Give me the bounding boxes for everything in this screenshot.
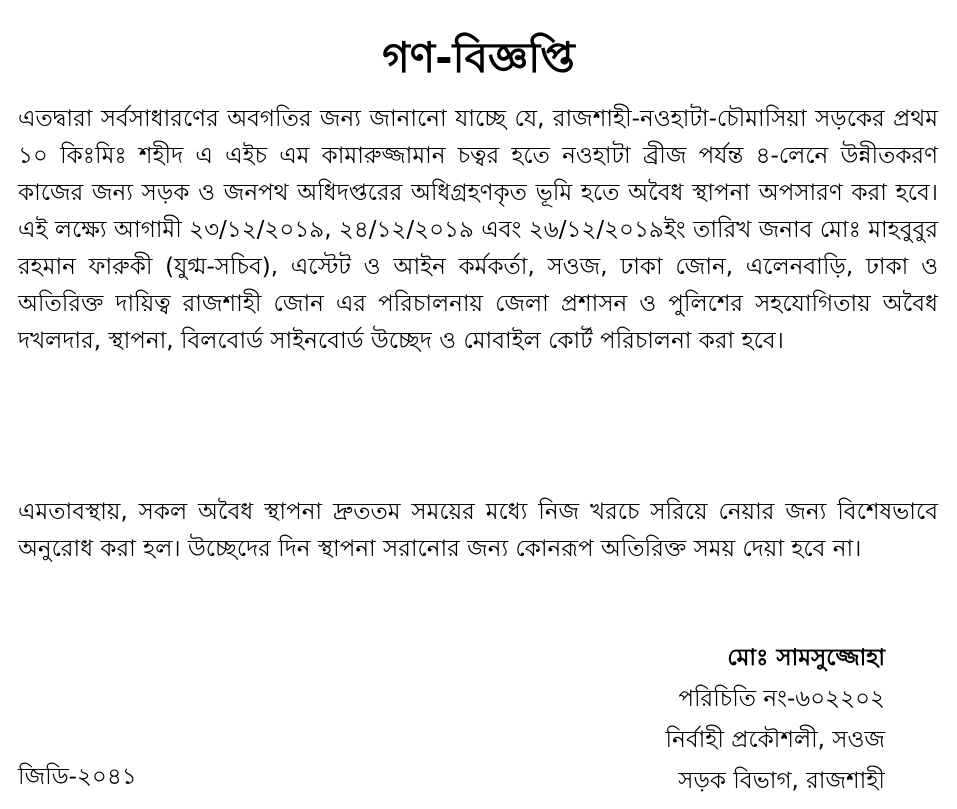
notice-title: গণ-বিজ্ঞপ্তি <box>382 33 575 82</box>
signature-block <box>666 638 885 802</box>
signatory-id: পরিচিতি নং-৬০২২০২ <box>678 686 885 712</box>
signatory-designation: নির্বাহী প্রকৌশলী, সওজ <box>665 727 885 753</box>
notice-paragraph-2: এমতাবস্থায়, সকল অবৈধ স্থাপনা দ্রুততম সময়ের মধ্যে নিজ খরচে সরিয়ে নেয়ার জন্য বিশেষভাবে অনুরোধ করা হল। উচ্ছেদের দিন স্থাপনা সরানোর জন্য কোনরূপ অতিরিক্ত সময় দেয়া হবে না। <box>18 499 938 562</box>
gd-code: জিডি-২০৪১ <box>18 764 137 790</box>
signatory-name: মোঃ সামসুজ্জোহা <box>727 645 885 671</box>
notice-paragraph-1: এতদ্বারা সর্বসাধারণের অবগতির জন্য জানানো যাচ্ছে যে, রাজশাহী-নওহাটা-চৌমাসিয়া সড়কের প্রথম ১০ কিঃমিঃ শহীদ এ এইচ এম কামারুজ্জামান চত্বর হতে নওহাটা ব্রীজ পর্যন্ত ৪-লেনে উন্নীতকরণ কাজের জন্য সড়ক ও জনপথ অধিদপ্তরের অধিগ্রহণকৃত ভূমি হতে অবৈধ স্থাপনা অপসারণ করা হবে। এই লক্ষ্যে আগামী ২৩/১২/২০১৯, ২৪/১২/২০১৯ এবং ২৬/১২/২০১৯ইং তারিখ জনাব মোঃ মাহবুবুর রহমান ফারুকী (যুগ্ম-সচিব), এস্টেট ও আইন কর্মকর্তা, সওজ, ঢাকা জোন, এলেনবাড়ি, ঢাকা ও অতিরিক্ত দায়িত্ব রাজশাহী জোন এর পরিচালনায় জেলা প্রশাসন ও পুলিশের সহযোগিতায় অবৈধ দখলদার, স্থাপনা, বিলবোর্ড সাইনবোর্ড উচ্ছেদ ও মোবাইল কোর্ট পরিচালনা করা হবে। <box>18 106 938 354</box>
signatory-office: সড়ক বিভাগ, রাজশাহী <box>678 768 885 794</box>
